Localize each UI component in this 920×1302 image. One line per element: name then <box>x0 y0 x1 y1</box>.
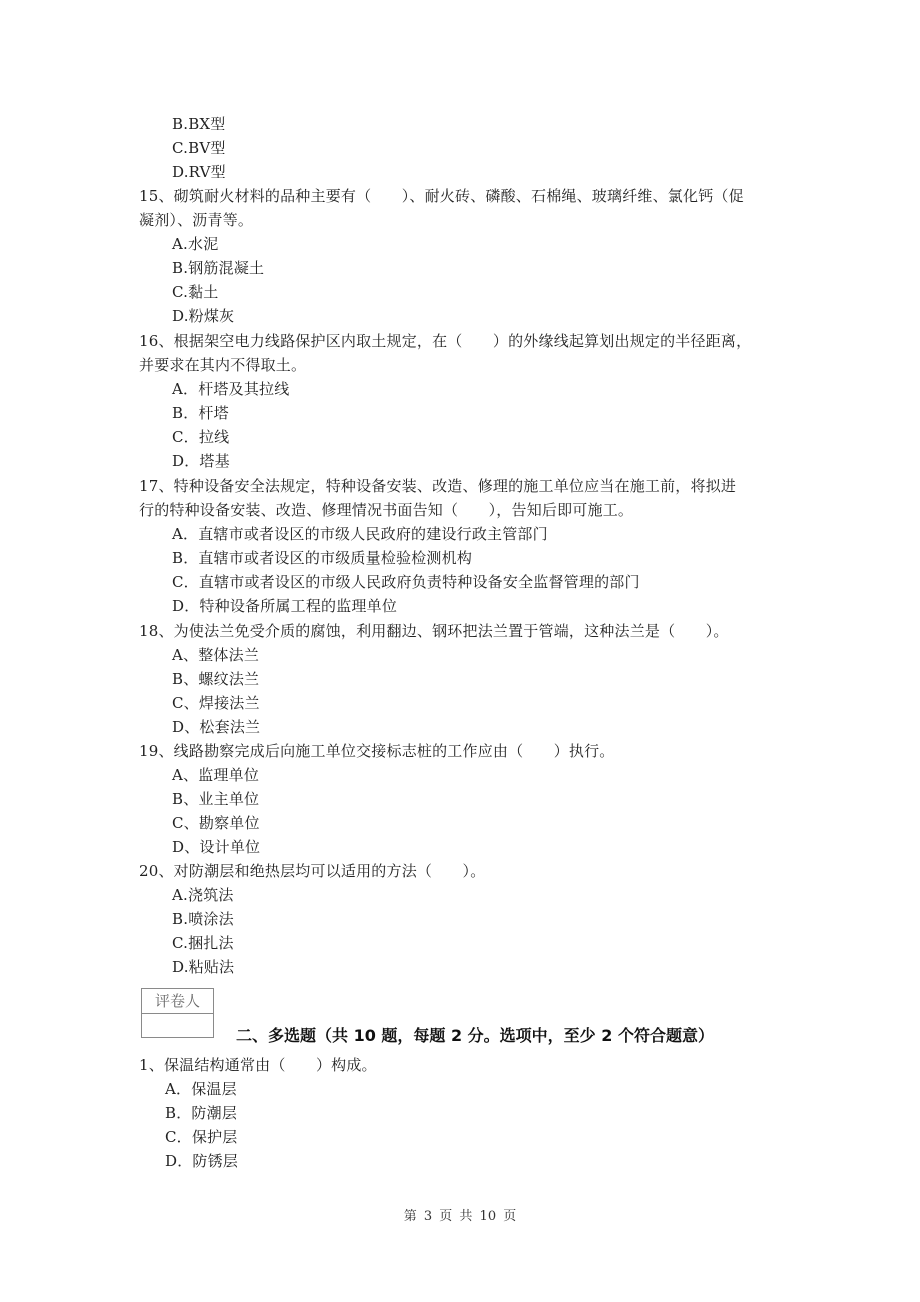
option-14-d: D.RV型 <box>172 163 226 181</box>
option-15-a: A.水泥 <box>172 235 219 253</box>
question-17-text-cont: 行的特种设备安装、改造、修理情况书面告知（ ），告知后即可施工。 <box>139 501 634 519</box>
option-16-b: B．杆塔 <box>172 404 229 422</box>
option-15-b: B.钢筋混凝土 <box>172 259 265 277</box>
option-18-a: A、整体法兰 <box>172 646 260 664</box>
option-14-c: C.BV型 <box>172 139 226 157</box>
option-14-b: B.BX型 <box>172 115 226 133</box>
option-17-a: A．直辖市或者设区的市级人民政府的建设行政主管部门 <box>172 525 548 543</box>
multi-option-1-b: B．防潮层 <box>165 1104 238 1122</box>
page-footer: 第 3 页 共 10 页 <box>403 1209 517 1224</box>
option-16-a: A．杆塔及其拉线 <box>172 380 290 398</box>
option-19-b: B、业主单位 <box>172 790 260 808</box>
option-17-d: D．特种设备所属工程的监理单位 <box>172 597 398 615</box>
question-19-text: 19、线路勘察完成后向施工单位交接标志桩的工作应由（ ）执行。 <box>139 742 615 760</box>
grader-label: 评卷人 <box>142 989 213 1014</box>
option-20-b: B.喷涂法 <box>172 910 234 928</box>
question-15-text: 15、砌筑耐火材料的品种主要有（ ）、耐火砖、磷酸、石棉绳、玻璃纤维、氯化钙（促 <box>139 187 744 205</box>
grader-box <box>141 988 214 1038</box>
multi-option-1-d: D．防锈层 <box>165 1152 239 1170</box>
multi-option-1-c: C．保护层 <box>165 1128 238 1146</box>
question-18-text: 18、为使法兰免受介质的腐蚀，利用翻边、钢环把法兰置于管端，这种法兰是（ ）。 <box>139 622 729 640</box>
option-20-a: A.浇筑法 <box>172 886 234 904</box>
question-15-text-cont: 凝剂）、沥青等。 <box>139 211 254 229</box>
option-17-b: B．直辖市或者设区的市级质量检验检测机构 <box>172 549 473 567</box>
option-18-b: B、螺纹法兰 <box>172 670 260 688</box>
option-19-a: A、监理单位 <box>172 766 260 784</box>
option-19-c: C、勘察单位 <box>172 814 260 832</box>
question-16-text: 16、根据架空电力线路保护区内取土规定，在（ ）的外缘线起算划出规定的半径距离， <box>139 332 752 350</box>
question-20-text: 20、对防潮层和绝热层均可以适用的方法（ ）。 <box>139 862 486 880</box>
option-18-c: C、焊接法兰 <box>172 694 260 712</box>
option-16-c: C．拉线 <box>172 428 230 446</box>
section-title-multiple-choice: 二、多选题（共 10 题，每题 2 分。选项中，至少 2 个符合题意） <box>236 1026 714 1045</box>
option-18-d: D、松套法兰 <box>172 718 261 736</box>
option-20-d: D.粘贴法 <box>172 958 235 976</box>
option-20-c: C.捆扎法 <box>172 934 234 952</box>
multi-question-1-text: 1、保温结构通常由（ ）构成。 <box>139 1056 377 1074</box>
question-16-text-cont: 并要求在其内不得取土。 <box>139 356 307 374</box>
question-17-text: 17、特种设备安全法规定，特种设备安装、改造、修理的施工单位应当在施工前，将拟进 <box>139 477 737 495</box>
multi-option-1-a: A．保温层 <box>165 1080 237 1098</box>
option-19-d: D、设计单位 <box>172 838 261 856</box>
option-15-d: D.粉煤灰 <box>172 307 235 325</box>
option-16-d: D．塔基 <box>172 452 230 470</box>
option-15-c: C.黏土 <box>172 283 219 301</box>
option-17-c: C．直辖市或者设区的市级人民政府负责特种设备安全监督管理的部门 <box>172 573 640 591</box>
